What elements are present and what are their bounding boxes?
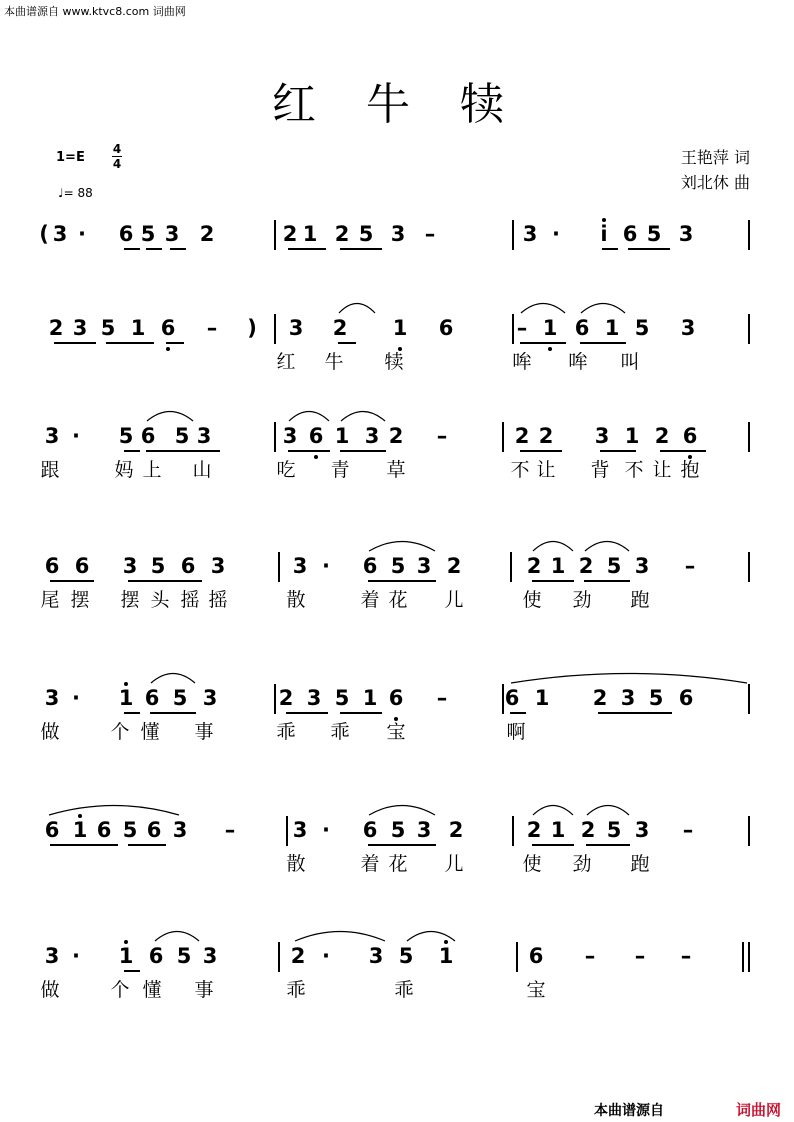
beam-underline — [510, 712, 526, 714]
lyric-char: 花 — [388, 589, 408, 611]
note: 3 — [416, 554, 432, 578]
beam-underline — [602, 248, 618, 250]
beam-underline — [128, 580, 202, 582]
beam-underline — [520, 342, 566, 344]
note: – — [584, 944, 596, 968]
lyric-char: 吃 — [276, 459, 296, 481]
barline — [274, 684, 276, 714]
note: 3 — [44, 686, 60, 710]
beam-underline — [128, 844, 166, 846]
system-6 — [0, 778, 794, 908]
lyric-char: 个 — [110, 979, 130, 1001]
note: · — [72, 686, 80, 710]
beam-underline — [146, 248, 162, 250]
lyric-char: 啊 — [506, 721, 526, 743]
note: · — [78, 222, 86, 246]
note: 2 — [526, 554, 542, 578]
note: 5 — [358, 222, 374, 246]
slur — [294, 928, 386, 942]
note: ( — [39, 222, 49, 246]
lyric-char: 乖 — [394, 979, 414, 1001]
lyric-char: 让 — [536, 459, 556, 481]
note: 3 — [634, 554, 650, 578]
note: 3 — [210, 554, 226, 578]
lyric-char: 懂 — [142, 979, 162, 1001]
lyric-char: 做 — [40, 721, 60, 743]
lyric-char: 跟 — [40, 459, 60, 481]
barline — [274, 220, 276, 250]
note: 3 — [680, 316, 696, 340]
slur — [150, 670, 196, 684]
lyric-char: 叫 — [620, 351, 640, 373]
lyric-char: 懂 — [140, 721, 160, 743]
lyric-char: 事 — [194, 721, 214, 743]
beam-underline — [170, 248, 186, 250]
lyric-char: 让 — [652, 459, 672, 481]
note: 5 — [122, 818, 138, 842]
beam-underline — [340, 712, 382, 714]
lyric-char: 摆 — [70, 589, 90, 611]
note: 6 — [388, 686, 404, 710]
note: 3 — [306, 686, 322, 710]
note: 2 — [578, 554, 594, 578]
note: i — [600, 222, 608, 246]
note: 1 — [392, 316, 408, 340]
lyric-char: 散 — [286, 589, 306, 611]
note: – — [684, 554, 696, 578]
note: · — [552, 222, 560, 246]
lyric-char: 哞 — [568, 351, 588, 373]
note: 6 — [74, 554, 90, 578]
note: 5 — [648, 686, 664, 710]
note: 5 — [334, 686, 350, 710]
note: 3 — [292, 554, 308, 578]
beam-underline — [50, 844, 118, 846]
note: 3 — [164, 222, 180, 246]
note: 6 — [160, 316, 176, 340]
high-octave-dot — [124, 682, 128, 686]
barline — [274, 422, 276, 452]
note: 2 — [282, 222, 298, 246]
system-3 — [0, 384, 794, 514]
beam-underline — [628, 248, 670, 250]
note: 6 — [678, 686, 694, 710]
note: 6 — [528, 944, 544, 968]
composer-credit: 刘北休 曲 — [680, 173, 750, 192]
note: – — [436, 424, 448, 448]
note: 3 — [522, 222, 538, 246]
beam-underline — [50, 580, 94, 582]
note: 6 — [44, 818, 60, 842]
note: 6 — [504, 686, 520, 710]
lyric-char: 尾 — [40, 589, 60, 611]
lyric-char: 不 — [510, 459, 530, 481]
lyric-char: 使 — [522, 853, 542, 875]
note: · — [72, 424, 80, 448]
source-label-bottom: 本曲谱源自 — [594, 1103, 664, 1119]
lyric-char: 跑 — [630, 589, 650, 611]
note: 3 — [52, 222, 68, 246]
note: 3 — [202, 686, 218, 710]
note: · — [322, 818, 330, 842]
note: 1 — [534, 686, 550, 710]
note: 6 — [140, 424, 156, 448]
note: ) — [247, 316, 257, 340]
note: 1 — [334, 424, 350, 448]
slur — [340, 408, 386, 422]
note: 3 — [594, 424, 610, 448]
note: 2 — [334, 222, 350, 246]
barline — [748, 552, 750, 582]
note: 6 — [622, 222, 638, 246]
note: 1 — [118, 944, 134, 968]
note: 6 — [146, 818, 162, 842]
slur — [586, 802, 630, 816]
note: 1 — [604, 316, 620, 340]
beam-underline — [124, 248, 140, 250]
beam-underline — [150, 712, 196, 714]
note: 6 — [44, 554, 60, 578]
quarter-note-icon: ♩ — [58, 186, 64, 200]
barline — [512, 220, 514, 250]
note: 5 — [606, 554, 622, 578]
note: · — [322, 554, 330, 578]
lyric-char: 劲 — [572, 853, 592, 875]
time-denominator: 4 — [112, 157, 122, 171]
note: 3 — [72, 316, 88, 340]
note: 5 — [174, 424, 190, 448]
beam-underline — [368, 580, 436, 582]
barline — [748, 220, 750, 250]
lyric-char: 跑 — [630, 853, 650, 875]
note: 2 — [526, 818, 542, 842]
beam-underline — [660, 450, 706, 452]
beam-underline — [286, 712, 328, 714]
barline — [278, 552, 280, 582]
note: 2 — [290, 944, 306, 968]
note: 2 — [514, 424, 530, 448]
note: 3 — [390, 222, 406, 246]
note: 3 — [634, 818, 650, 842]
note: 3 — [44, 944, 60, 968]
beam-underline — [124, 970, 140, 972]
note: 2 — [654, 424, 670, 448]
note: 5 — [398, 944, 414, 968]
barline — [512, 816, 514, 846]
slur — [338, 300, 376, 314]
barline — [502, 422, 504, 452]
note: 6 — [362, 818, 378, 842]
note: 3 — [44, 424, 60, 448]
note: 5 — [118, 424, 134, 448]
note: 6 — [144, 686, 160, 710]
note: 3 — [364, 424, 380, 448]
lyric-char: 乖 — [286, 979, 306, 1001]
song-title: 红 牛 犊 — [272, 79, 522, 130]
note: 6 — [180, 554, 196, 578]
system-4 — [0, 514, 794, 644]
lyric-char: 上 — [142, 459, 162, 481]
lyric-char: 青 — [330, 459, 350, 481]
note: 1 — [302, 222, 318, 246]
lyric-char: 个 — [110, 721, 130, 743]
lyric-char: 劲 — [572, 589, 592, 611]
note: – — [224, 818, 236, 842]
note: 3 — [292, 818, 308, 842]
beam-underline — [532, 580, 574, 582]
lyric-char: 做 — [40, 979, 60, 1001]
note: 5 — [100, 316, 116, 340]
beam-underline — [288, 450, 330, 452]
time-signature — [112, 143, 122, 170]
note: 6 — [362, 554, 378, 578]
barline — [502, 684, 504, 714]
note: 2 — [48, 316, 64, 340]
note: 5 — [140, 222, 156, 246]
note: 6 — [308, 424, 324, 448]
lyric-char: 红 — [276, 351, 296, 373]
slur — [154, 928, 200, 942]
note: 1 — [118, 686, 134, 710]
slur — [510, 670, 748, 684]
note: 3 — [196, 424, 212, 448]
note: – — [680, 944, 692, 968]
low-octave-dot — [166, 347, 170, 351]
time-numerator: 4 — [112, 142, 122, 156]
lyric-char: 山 — [192, 459, 212, 481]
lyric-char: 花 — [388, 853, 408, 875]
note: 5 — [390, 554, 406, 578]
note: 2 — [278, 686, 294, 710]
lyric-char: 犊 — [384, 351, 404, 373]
slur — [48, 802, 180, 816]
note: – — [516, 316, 528, 340]
note: 6 — [682, 424, 698, 448]
lyric-char: 儿 — [444, 853, 464, 875]
barline — [742, 942, 744, 972]
note: 2 — [538, 424, 554, 448]
note: 1 — [438, 944, 454, 968]
high-octave-dot — [124, 940, 128, 944]
lyric-char: 哞 — [512, 351, 532, 373]
note: 5 — [606, 818, 622, 842]
note: 3 — [678, 222, 694, 246]
slur — [368, 538, 436, 552]
barline — [748, 942, 750, 972]
note: 5 — [634, 316, 650, 340]
note: 6 — [96, 818, 112, 842]
barline — [748, 422, 750, 452]
slur — [532, 802, 574, 816]
slur — [406, 928, 456, 942]
tempo-value: = 88 — [63, 186, 93, 200]
beam-underline — [340, 450, 386, 452]
beam-underline — [106, 342, 154, 344]
lyric-char: 妈 — [114, 459, 134, 481]
system-7 — [0, 904, 794, 1034]
beam-underline — [124, 712, 140, 714]
barline — [516, 942, 518, 972]
lyric-char: 抱 — [680, 459, 700, 481]
lyric-char: 散 — [286, 853, 306, 875]
note: – — [436, 686, 448, 710]
beam-underline — [338, 342, 356, 344]
lyric-char: 着 — [360, 589, 380, 611]
note: · — [322, 944, 330, 968]
note: 1 — [72, 818, 88, 842]
beam-underline — [288, 248, 326, 250]
beam-underline — [532, 844, 574, 846]
system-5 — [0, 646, 794, 776]
note: 2 — [446, 554, 462, 578]
note: 1 — [624, 424, 640, 448]
beam-underline — [580, 342, 626, 344]
note: 1 — [362, 686, 378, 710]
note: 2 — [388, 424, 404, 448]
slur — [580, 300, 626, 314]
note: 1 — [542, 316, 558, 340]
lyric-char: 宝 — [386, 721, 406, 743]
note: 2 — [332, 316, 348, 340]
note: 5 — [176, 944, 192, 968]
lyric-char: 儿 — [444, 589, 464, 611]
note: 1 — [550, 554, 566, 578]
lyric-char: 牛 — [324, 351, 344, 373]
barline — [512, 314, 514, 344]
slur — [288, 408, 330, 422]
lyric-char: 头 — [150, 589, 170, 611]
note: 3 — [368, 944, 384, 968]
beam-underline — [54, 342, 96, 344]
site-logo: 词曲网 — [736, 1101, 782, 1119]
note: 5 — [150, 554, 166, 578]
slur — [146, 408, 194, 422]
lyric-char: 宝 — [526, 979, 546, 1001]
lyric-char: 使 — [522, 589, 542, 611]
lyric-char: 背 — [590, 459, 610, 481]
slur — [584, 538, 630, 552]
key-signature: 1=E — [56, 150, 85, 165]
lyric-char: 摆 — [120, 589, 140, 611]
beam-underline — [124, 450, 140, 452]
note: 6 — [438, 316, 454, 340]
note: 2 — [592, 686, 608, 710]
beam-underline — [368, 844, 436, 846]
beam-underline — [598, 712, 672, 714]
note: 3 — [288, 316, 304, 340]
note: 6 — [118, 222, 134, 246]
beam-underline — [166, 342, 184, 344]
note: 3 — [202, 944, 218, 968]
lyric-char: 事 — [194, 979, 214, 1001]
note: 2 — [580, 818, 596, 842]
note: 1 — [130, 316, 146, 340]
note: – — [424, 222, 436, 246]
lyric-char: 着 — [360, 853, 380, 875]
low-octave-dot — [314, 455, 318, 459]
note: 3 — [122, 554, 138, 578]
lyric-char: 摇 — [180, 589, 200, 611]
note: 1 — [550, 818, 566, 842]
note: 5 — [646, 222, 662, 246]
note: 3 — [282, 424, 298, 448]
lyric-char: 摇 — [208, 589, 228, 611]
beam-underline — [146, 450, 220, 452]
note: 5 — [172, 686, 188, 710]
high-octave-dot — [602, 218, 606, 222]
slur — [532, 538, 574, 552]
source-watermark-top: 本曲谱源自 www.ktvc8.com 词曲网 — [4, 5, 186, 18]
slur — [520, 300, 566, 314]
beam-underline — [584, 580, 630, 582]
beam-underline — [600, 450, 636, 452]
note: 3 — [620, 686, 636, 710]
beam-underline — [586, 844, 630, 846]
note: 5 — [390, 818, 406, 842]
note: 6 — [148, 944, 164, 968]
barline — [510, 552, 512, 582]
note: 2 — [448, 818, 464, 842]
lyricist-credit: 王艳萍 词 — [680, 148, 750, 167]
slur — [368, 802, 436, 816]
barline — [286, 816, 288, 846]
note: 2 — [199, 222, 215, 246]
barline — [748, 684, 750, 714]
lyric-char: 草 — [386, 459, 406, 481]
note: – — [206, 316, 218, 340]
barline — [278, 942, 280, 972]
barline — [274, 314, 276, 344]
note: · — [72, 944, 80, 968]
lyric-char: 乖 — [330, 721, 350, 743]
barline — [748, 314, 750, 344]
beam-underline — [340, 248, 382, 250]
note: 3 — [416, 818, 432, 842]
barline — [748, 816, 750, 846]
lyric-char: 乖 — [276, 721, 296, 743]
note: – — [634, 944, 646, 968]
note: 6 — [574, 316, 590, 340]
low-octave-dot — [548, 347, 552, 351]
note: – — [682, 818, 694, 842]
beam-underline — [520, 450, 562, 452]
lyric-char: 不 — [624, 459, 644, 481]
note: 3 — [172, 818, 188, 842]
